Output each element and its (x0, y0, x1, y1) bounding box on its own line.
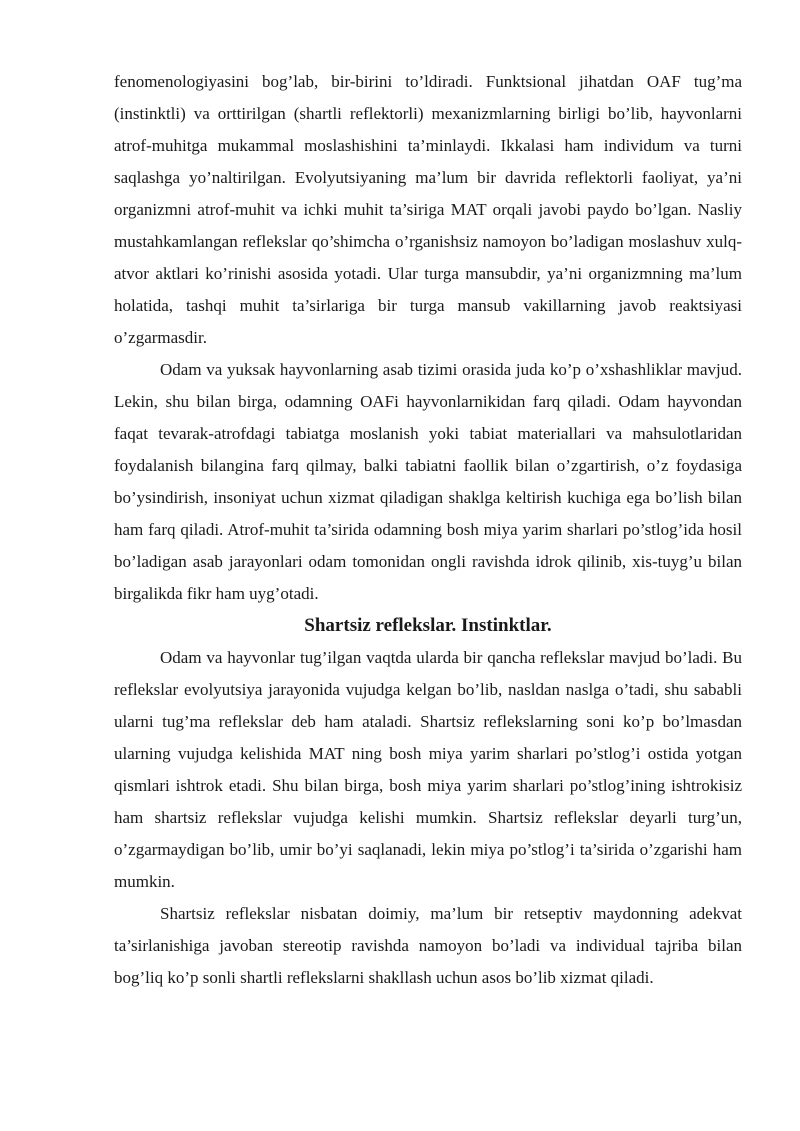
document-page (114, 66, 742, 994)
paragraph-2: Odam va yuksak hayvonlarning asab tizimi orasida juda ko’p o’xshashliklar mavjud. Lekin, shu bilan birga, odamning OAFi hayvonlarnikidan farq qiladi. Odam hayvondan faqat tevarak-atrofdagi tabiatga moslanish yoki tabiat materiallari va mahsulotlaridan foydalanish bilangina farq qilmay, balki tabiatni faollik bilan o’zgartirish, o’z foydasiga bo’ysindirish, insoniyat uchun xizmat qiladigan shaklga keltirish kuchiga ega bo’lish bilan ham farq qiladi. Atrof-muhit ta’sirida odamning bosh miya yarim sharlari po’stlog’ida hosil bo’ladigan asab jarayonlari odam tomonidan ongli ravishda idrok qilinib, xis-tuyg’u bilan birgalikda fikr ham uyg’otadi. (114, 360, 742, 603)
paragraph-1: fenomenologiyasini bog’lab, bir-birini to’ldiradi. Funktsional jihatdan OAF tug’ma (instinktli) va orttirilgan (shartli reflektorli) mexanizmlarning birligi bo’lib, hayvonlarni atrof-muhitga mukammal moslashishini ta’minlaydi. Ikkalasi ham individum va turni saqlashga yo’naltirilgan. Evolyutsiyaning ma’lum bir davrida reflektorli faoliyat, ya’ni organizmni atrof-muhit va ichki muhit ta’siriga MAT orqali javobi paydo bo’lgan. Nasliy mustahkamlangan reflekslar qo’shimcha o’rganishsiz namoyon bo’ladigan moslashuv xulq-atvor aktlari ko’rinishi asosida yotadi. Ular turga mansubdir, ya’ni organizmning ma’lum holatida, tashqi muhit ta’sirlariga bir turga mansub vakillarning javob reaktsiyasi o’zgarmasdir. (114, 72, 742, 347)
section-heading: Shartsiz reflekslar. Instinktlar. (304, 615, 552, 636)
paragraph-4: Shartsiz reflekslar nisbatan doimiy, ma’lum bir retseptiv maydonning adekvat ta’sirlanishiga javoban stereotip ravishda namoyon bo’ladi va individual tajriba bilan bog’liq ko’p sonli shartli reflekslarni shakllash uchun asos bo’lib xizmat qiladi. (114, 904, 742, 987)
paragraph-3: Odam va hayvonlar tug’ilgan vaqtda ularda bir qancha reflekslar mavjud bo’ladi. Bu reflekslar evolyutsiya jarayonida vujudga kelgan bo’lib, nasldan naslga o’tadi, shu sababli ularni tug’ma reflekslar deb ham ataladi. Shartsiz reflekslarning soni ko’p bo’lmasdan ularning vujudga kelishida MAT ning bosh miya yarim sharlari po’stlog’i ostida yotgan qismlari ishtrok etadi. Shu bilan birga, bosh miya yarim sharlari po’stlog’ining ishtrokisiz ham shartsiz reflekslar vujudga kelishi mumkin. Shartsiz reflekslar deyarli turg’un, o’zgarmaydigan bo’lib, umir bo’yi saqlanadi, lekin miya po’stlog’i ta’sirida o’zgarishi ham mumkin. (114, 648, 742, 891)
